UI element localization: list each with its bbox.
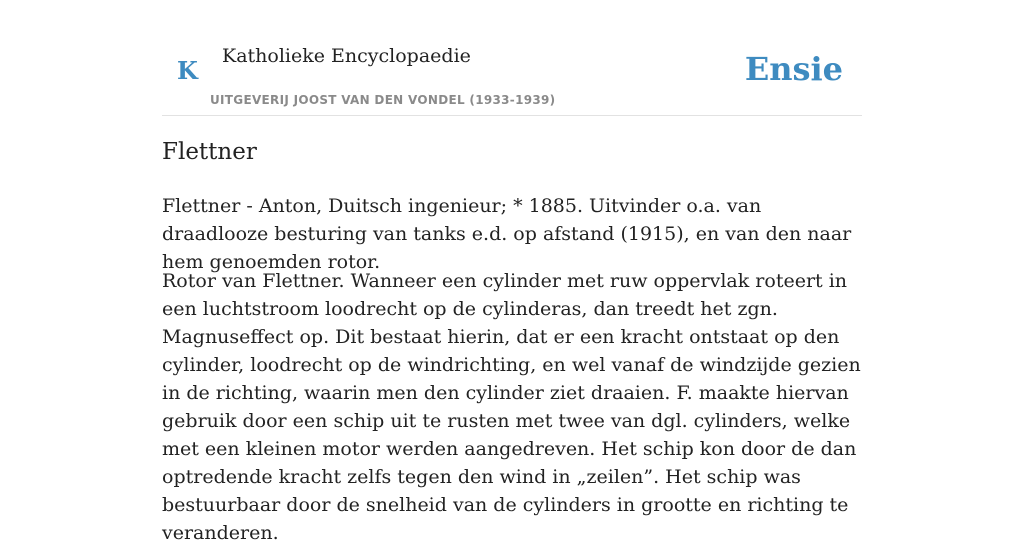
encyclopedia-logo[interactable]: K: [177, 56, 198, 85]
ensie-brand-logo[interactable]: Ensie: [744, 50, 843, 88]
article-title: Flettner: [162, 139, 257, 165]
publisher-subtitle: UITGEVERIJ JOOST VAN DEN VONDEL (1933-1939): [210, 93, 556, 107]
article-paragraph-2: Rotor van Flettner. Wanneer een cylinder met ruw oppervlak roteert in een luchtstroom loodrecht op de cylinderas, dan treedt het zgn. Magnuseffect op. Dit bestaat hierin, dat er een kracht ontstaat op den cylinder, loodrecht op de windrichting, en wel vanaf de windzijde gezien in de richting, waarin men den cylinder ziet draaien. F. maakte hiervan gebruik door een schip uit te rusten met twee van dgl. cylinders, welke met een kleinen motor werden aangedreven. Het schip kon door de dan optredende kracht zelfs tegen den wind in „zeilen”. Het schip was bestuurbaar door de snelheid van de cylinders in grootte en richting te veranderen.: [162, 270, 861, 544]
encyclopedia-title-link[interactable]: Katholieke Encyclopaedie: [222, 45, 471, 67]
page-container: [162, 0, 862, 544]
article-paragraph-1: Flettner - Anton, Duitsch ingenieur; * 1885. Uitvinder o.a. van draadlooze besturing van tanks e.d. op afstand (1915), en van den naar hem genoemden rotor.: [162, 195, 852, 273]
site-header: [162, 0, 862, 116]
